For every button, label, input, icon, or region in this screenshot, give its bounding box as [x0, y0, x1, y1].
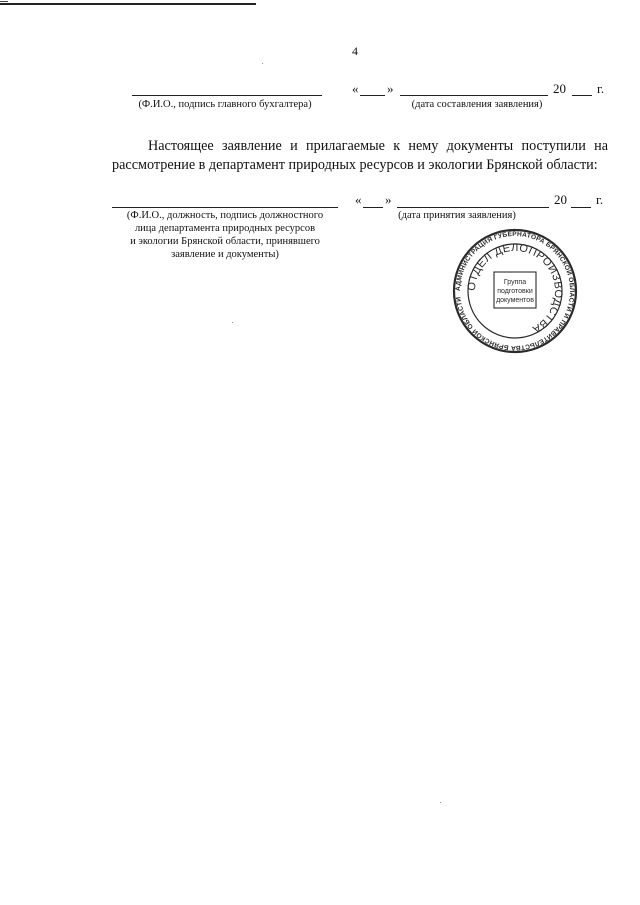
page-edge-mark: [0, 1, 8, 2]
year-line-2: [571, 207, 591, 208]
statement-text: Настоящее заявление и прилагаемые к нему документы поступили на рассмотрение в департамент природных ресурсов и экологии Брянской области:: [112, 138, 608, 173]
caption-official-line-2: лица департамента природных ресурсов: [134, 223, 316, 234]
stamp-center-line-3: документов: [496, 297, 534, 304]
caption-official-line-4: заявление и документы): [171, 249, 279, 260]
stamp-inner-textpath: ОТДЕЛ ДЕЛОПРОИЗВОДСТВА: [465, 241, 565, 336]
century: 20: [553, 81, 566, 96]
century-2: 20: [554, 192, 567, 207]
signature-line-official: [112, 207, 338, 208]
caption-accountant: (Ф.И.О., подпись главного бухгалтера): [138, 99, 312, 110]
close-quote: »: [387, 81, 394, 96]
close-quote-2: »: [385, 192, 392, 207]
caption-date-composed: (дата составления заявления): [411, 99, 543, 110]
scan-speck: [262, 63, 263, 64]
month-line-2: [397, 207, 549, 208]
stamp-center-line-2: подготовки: [497, 288, 533, 295]
scan-speck: [232, 322, 233, 323]
page-number: 4: [352, 44, 358, 58]
signature-line-accountant: [132, 95, 322, 96]
caption-official: [100, 209, 350, 261]
day-line: [360, 95, 385, 96]
year-line: [572, 95, 592, 96]
caption-official-line-3: и экологии Брянской области, принявшего: [130, 236, 320, 247]
month-line: [400, 95, 548, 96]
day-line-2: [363, 207, 383, 208]
open-quote: «: [352, 81, 359, 96]
stamp-center-line-1: Группа: [503, 279, 527, 286]
stamp-outer-textpath: АДМИНИСТРАЦИЯ ГУБЕРНАТОРА БРЯНСКОЙ ОБЛАСТИ И ПРАВИТЕЛЬСТВА БРЯНСКОЙ ОБЛАСТИ: [454, 230, 576, 352]
statement-paragraph: [112, 137, 608, 175]
open-quote-2: «: [355, 192, 362, 207]
year-suffix: г.: [597, 81, 605, 96]
scan-speck: [440, 802, 441, 803]
year-suffix-2: г.: [596, 192, 604, 207]
caption-date-received: (дата принятия заявления): [398, 210, 516, 221]
office-stamp: [452, 228, 578, 354]
caption-official-line-1: (Ф.И.О., должность, подпись должностного: [126, 210, 324, 221]
top-rule: [0, 3, 256, 5]
